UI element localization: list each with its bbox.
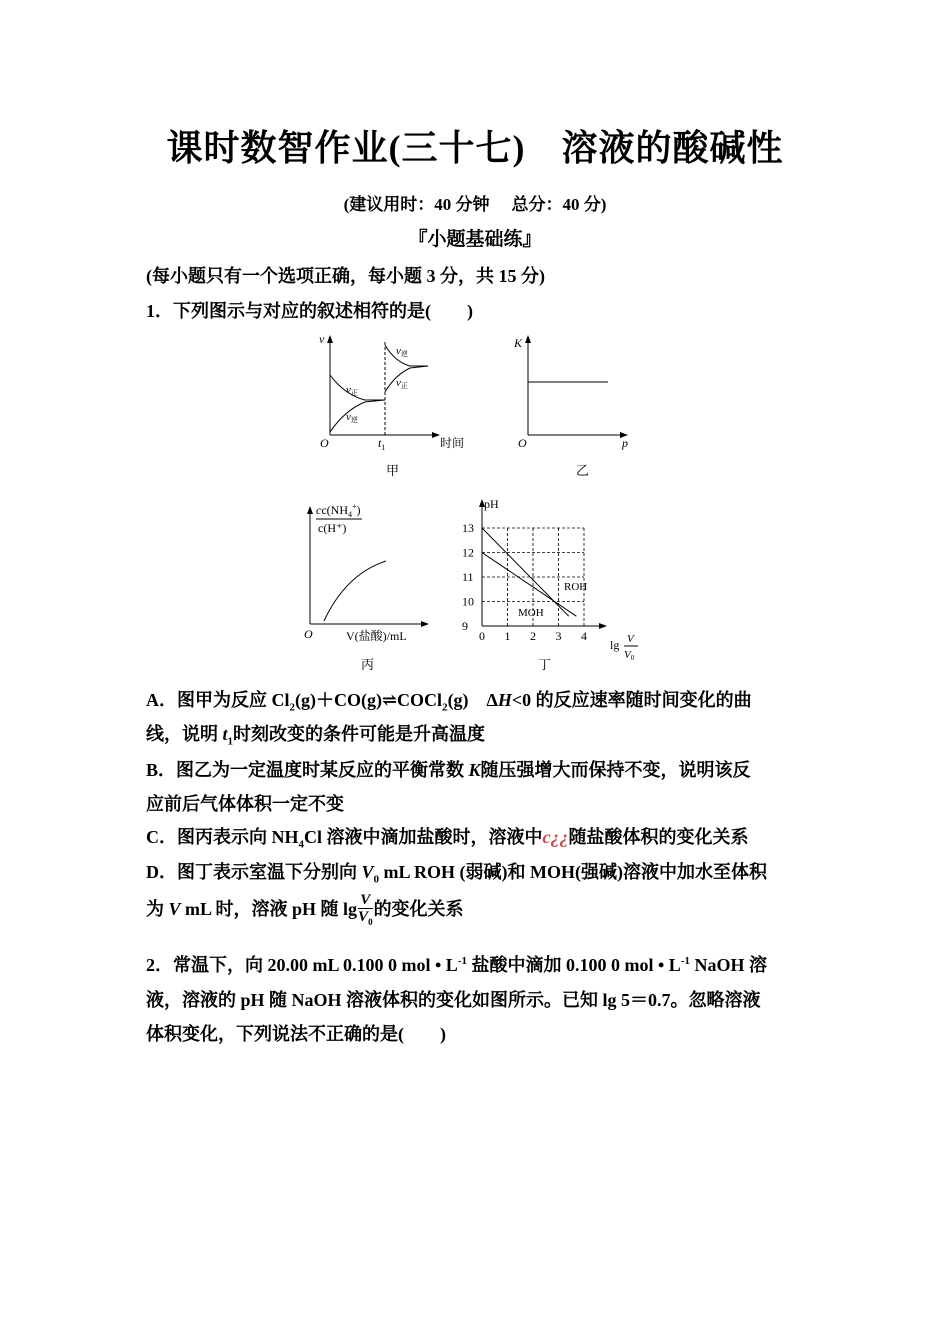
figure-ding [452, 494, 652, 669]
q1-stem-text: 下列图示与对应的叙述相符的是( ) [173, 301, 473, 321]
ding-y-tick-13: 13 [462, 521, 474, 535]
question-1-stem [146, 297, 473, 323]
question-2-line3: 体积变化，下列说法不正确的是( ) [146, 1024, 446, 1044]
time-label: (建议用时：40 分钟 [343, 195, 490, 214]
question-2-line2: 液，溶液的 pH 随 NaOH 溶液体积的变化如图所示。已知 lg 5＝0.7。忽略溶液 [146, 990, 761, 1010]
ding-x-arrow [599, 623, 607, 629]
jia-label-v-zheng: v正 [346, 384, 358, 397]
option-d-line2: 为 V mL 时，溶液 pH 随 lg $\frac{V}{V_0}$ 的变化关系 [146, 892, 464, 930]
ding-x-ticks [479, 629, 587, 643]
yi-origin: O [518, 436, 527, 450]
option-b-line1: B．图乙为一定温度时某反应的平衡常数 K随压强增大而保持不变，说明该反 [146, 760, 751, 780]
bing-y-num-text: c(NH [321, 503, 348, 517]
yi-x-label: p [622, 436, 628, 450]
title-topic: 溶液的酸碱性 [561, 128, 784, 168]
q1-number: 1． [146, 301, 173, 321]
ding-x-tick-4: 4 [581, 629, 587, 643]
jia-label-v-zheng-after: v正 [396, 377, 408, 390]
time-score-line [0, 190, 950, 215]
jia-label-v-ni: v逆 [346, 411, 358, 424]
jia-x-arrow [432, 432, 440, 438]
ding-x-label-lg: lg [610, 638, 620, 652]
option-c: C．图丙表示向 $NH_4Cl$ 溶液中滴加盐酸时，溶液中c¿¿随盐酸体积的变化关系 [146, 827, 749, 851]
question-2-line1: 2．常温下，向 20.00 mL 0.100 0 mol • $L^{-1}$ 盐酸中滴加 0.100 0 mol • $L^{-1}$ NaOH 溶 [146, 955, 767, 975]
ding-x-tick-2: 2 [530, 629, 536, 643]
ding-x-tick-3: 3 [555, 629, 562, 643]
ding-x-label-num: V [627, 633, 634, 645]
ding-label-moh: MOH [518, 607, 544, 619]
ding-y-label: pH [484, 497, 499, 511]
ding-series-moh [482, 528, 569, 616]
ding-y-tick-11: 11 [462, 570, 474, 584]
jia-label-v-ni-after: v逆 [396, 345, 408, 358]
figure-yi [508, 330, 638, 455]
ding-x-tick-1: 1 [504, 629, 511, 643]
jia-t1-label: $t_1$ [378, 436, 386, 452]
bing-y-arrow [307, 506, 313, 514]
section-label: 『小题基础练』 [408, 229, 542, 250]
ding-y-tick-12: 12 [462, 545, 474, 560]
caption-ding: 丁 [538, 657, 552, 672]
ding-series [482, 528, 576, 616]
option-c-garbled-expression: c¿¿ [542, 827, 569, 847]
option-d-fraction: $\frac{V}{V_0}$ [358, 892, 373, 927]
instruction: (每小题只有一个选项正确，每小题 3 分，共 15 分) [146, 266, 545, 286]
option-a-line2: 线，说明 $t_1$时刻改变的条件可能是升高温度 [146, 724, 486, 748]
yi-y-arrow [525, 335, 531, 343]
bing-curve [324, 561, 386, 621]
bing-origin: O [304, 627, 313, 641]
option-a-line1: A．图甲为反应 $Cl_2(g)+CO(g)\rightleftharpoons COCl_2(g)$ ΔH<0 的反应速率随时间变化的曲 [146, 690, 752, 714]
jia-x-label: 时间 [440, 436, 465, 450]
figure-bing [296, 496, 436, 651]
bing-x-arrow [421, 621, 429, 627]
option-d-line1: D．图丁表示室温下分别向 $V_0$ mL ROH (弱碱)和 MOH(强碱)溶液中加水至体积 [146, 862, 767, 886]
page-title [0, 120, 950, 171]
bing-y-denominator: c(H⁺) [318, 521, 347, 535]
bing-x-label: V(盐酸)/mL [346, 629, 407, 643]
ding-x-tick-0: 0 [479, 629, 485, 643]
ding-x-label-den: V0 [624, 649, 635, 662]
jia-y-label: v [319, 332, 325, 346]
ding-label-roh: ROH [564, 581, 588, 593]
jia-origin: O [320, 436, 329, 450]
option-b-line2: 应前后气体体积一定不变 [146, 794, 344, 814]
score-label: 总分：40 分) [511, 195, 607, 214]
figure-jia [310, 330, 480, 455]
yi-y-label: K [514, 336, 523, 350]
jia-y-arrow [327, 335, 333, 343]
ding-y-tick-10: 10 [462, 594, 474, 609]
caption-jia: 甲 [386, 463, 400, 478]
caption-bing: 丙 [361, 657, 375, 672]
ding-y-ticks [462, 521, 474, 633]
caption-yi: 乙 [576, 463, 590, 478]
ding-y-tick-9: 9 [462, 619, 468, 633]
title-main: 课时数智作业(三十七) [166, 128, 526, 168]
bing-y-numerator: $cc(NH_4^+)$ [316, 502, 361, 519]
